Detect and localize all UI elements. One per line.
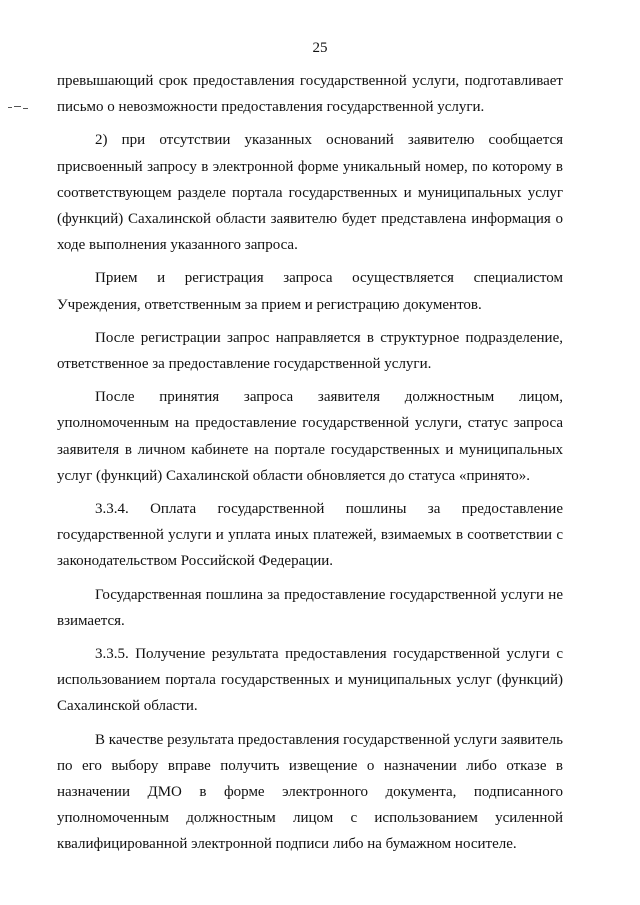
page-number: 25 xyxy=(312,40,328,56)
paragraph-item-2: 2) при отсутствии указанных оснований заявителю сообщается присвоенный запросу в электронной форме уникальный номер, по которому в соответствующем разделе портала государственных и муниципальных услуг (функций) Сахалинской области заявителю будет представлена информация о ходе выполнения указанного запроса. xyxy=(57,132,563,254)
section-heading-3-3-5: 3.3.5. Получение результата предоставления государственной услуги с использованием портала государственных и муниципальных услуг (функций) Сахалинской области. xyxy=(57,646,563,715)
paragraph-continuation: превышающий срок предоставления государственной услуги, подготавливает письмо о невозможности предоставления государственной услуги. xyxy=(57,73,563,116)
document-body xyxy=(57,68,563,865)
paragraph-routing: После регистрации запрос направляется в структурное подразделение, ответственное за предоставление государственной услуги. xyxy=(57,329,563,373)
paragraph-status-update: После принятия запроса заявителя должностным лицом, уполномоченным на предоставление государственной услуги, статус запроса заявителя в личном кабинете на портале государственных и муниципальных услуг (функций) Сахалинской области обновляется до статуса «принято». xyxy=(57,389,563,484)
paragraph-fee: Государственная пошлина за предоставление государственной услуги не взимается. xyxy=(57,586,563,629)
margin-scan-mark xyxy=(8,106,30,110)
paragraph-registration: Прием и регистрация запроса осуществляется специалистом Учреждения, ответственным за прием и регистрацию документов. xyxy=(57,270,563,313)
section-heading-3-3-4: 3.3.4. Оплата государственной пошлины за предоставление государственной услуги и уплата иных платежей, взимаемых в соответствии с законодательством Российской Федерации. xyxy=(57,501,563,570)
paragraph-result: В качестве результата предоставления государственной услуги заявитель по его выбору вправе получить извещение о назначении либо отказе в назначении ДМО в форме электронного документа, подписанного уполномоченным должностным лицом с использованием усиленной квалифицированной электронной подписи либо на бумажном носителе. xyxy=(57,731,563,853)
